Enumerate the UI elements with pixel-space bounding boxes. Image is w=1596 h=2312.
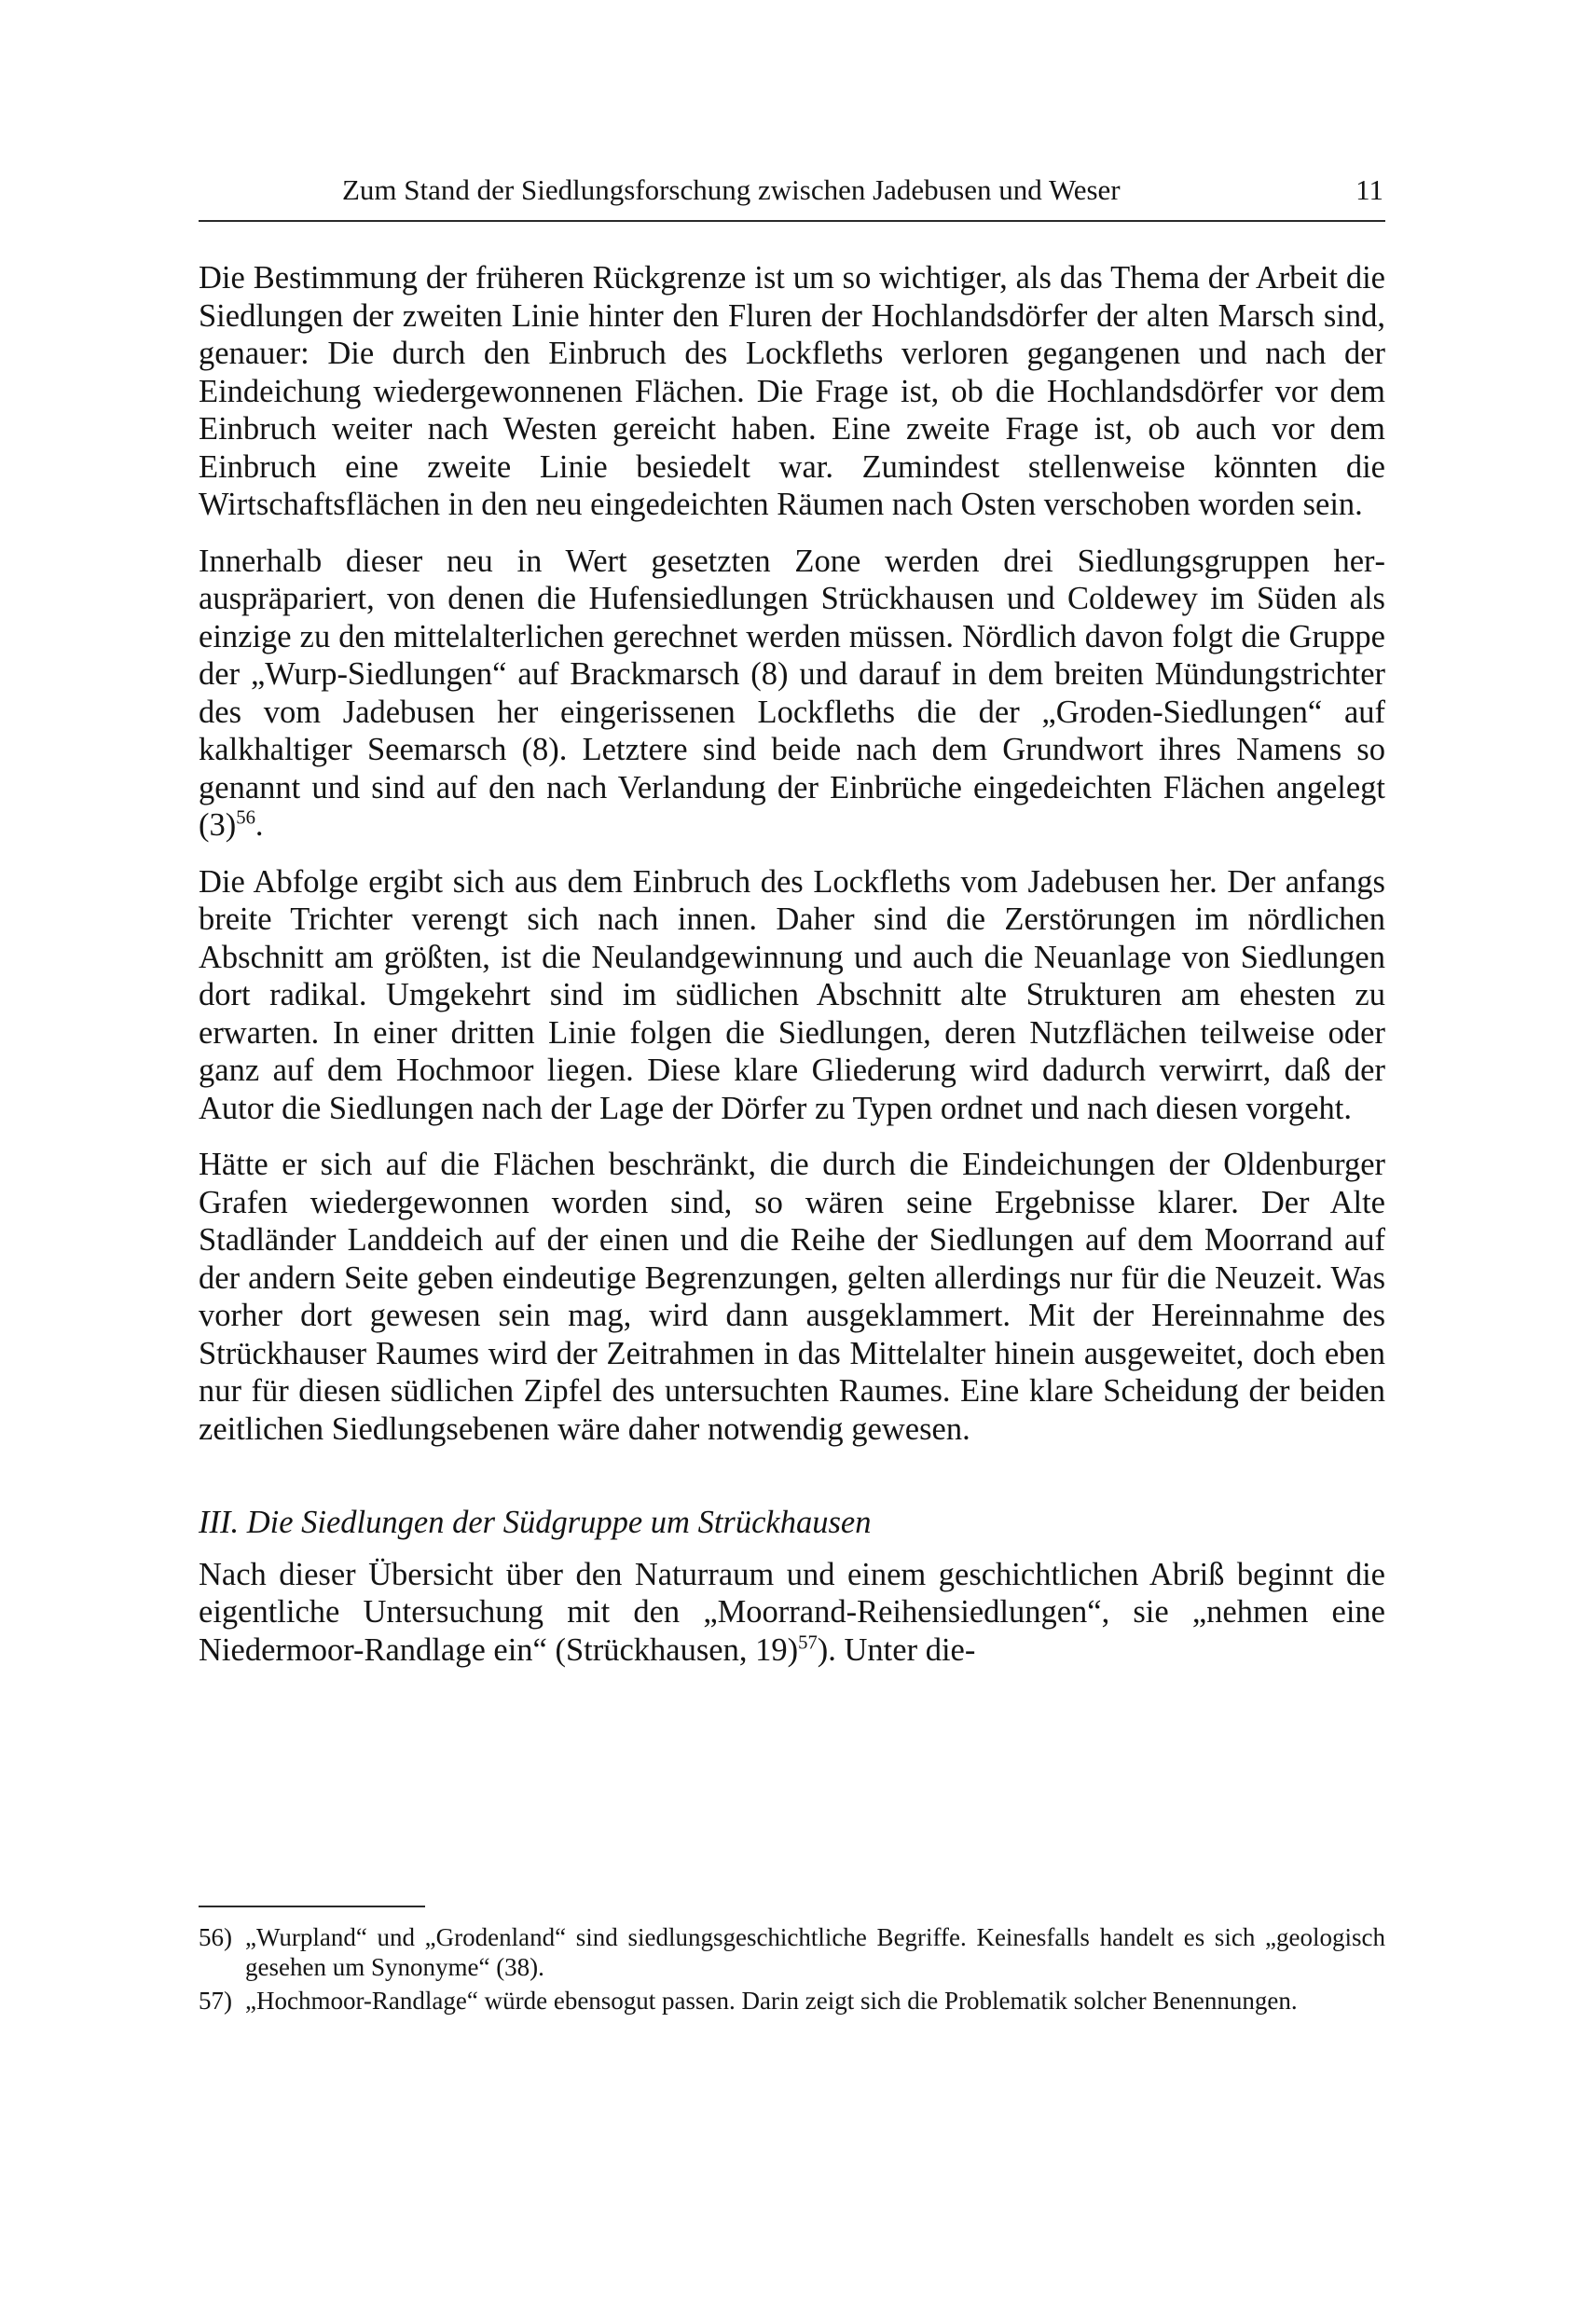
running-header [199,172,1385,222]
paragraph-end: . [255,807,264,843]
footnote-text: „Hochmoor-Randlage“ würde ebensogut passen. Darin zeigt sich die Problematik solcher Benennungen. [245,1987,1298,2015]
footnote-text: „Wurpland“ und „Grodenland“ sind siedlungsgeschichtliche Begriffe. Keinesfalls handelt es sich „geologisch gesehen um Synonyme“ (38). [245,1923,1385,1981]
paragraph-text: Innerhalb dieser neu in Wert gesetzten Zone werden drei Siedlungsgruppen herauspräpariert, von denen die Hufensiedlungen Strückhausen und Coldewey im Süden als einzige zu den mittelalterlichen gerechnet werden müssen. Nördlich davon folgt die Gruppe der „Wurp-Siedlungen“ auf Brackmarsch (8) und darauf in dem breiten Mündungstrichter des vom Jadebusen her eingerissenen Lockfleths die der „Groden-Siedlungen“ auf kalkhaltiger Seemarsch (8). Letztere sind beide nach dem Grundwort ihres Namens so genannt und sind auf den nach Verlandung der Einbrüche eingedeichten Flächen angelegt (3) [199,543,1385,843]
paragraph [199,543,1385,845]
paragraph: Die Abfolge ergibt sich aus dem Einbruch des Lockfleths vom Jadebusen her. Der anfangs breite Trichter verengt sich nach innen. Daher sind die Zerstörungen im nördlichen Abschnitt am größten, ist die Neulandgewinnung und auch die Neuanlage von Siedlungen dort radikal. Umgekehrt sind im südlichen Abschnitt alte Strukturen am ehesten zu erwarten. In einer dritten Linie folgen die Siedlungen, deren Nutzflächen teilweise oder ganz auf dem Hochmoor liegen. Diese klare Gliederung wird dadurch verwirrt, daß der Autor die Siedlungen nach der Lage der Dörfer zu Typen ordnet und nach diesen vorgeht. [199,863,1385,1126]
section-paragraph [199,1556,1385,1670]
paragraph: Die Bestimmung der früheren Rückgrenze ist um so wichtiger, als das Thema der Arbeit die Siedlungen der zweiten Linie hinter den Fluren der Hochlandsdörfer der alten Marsch sind, genauer: Die durch den Einbruch des Lockfleths verloren gegangenen und nach der Eindeichung wiedergewonnenen Flächen. Die Frage ist, ob die Hochlandsdörfer vor dem Einbruch weiter nach Westen gereicht haben. Eine zweite Frage ist, ob auch vor dem Einbruch eine zweite Linie besiedelt war. Zumindest stellenweise könnten die Wirtschaftsflächen in den neu eingedeichten Räumen nach Osten verschoben worden sein. [199,260,1385,522]
page-number: 11 [1355,173,1383,206]
footnote [199,1922,1385,1982]
paragraph-text: Nach dieser Übersicht über den Naturraum und einem geschichtlichen Abriß beginnt die eigentliche Untersuchung mit den „Moorrand-Reihensiedlungen“, sie „nehmen eine Niedermoor-Randlage ein“ (Strückhausen, 19) [199,1556,1385,1668]
running-title: Zum Stand der Siedlungsforschung zwischen Jadebusen und Weser [342,173,1121,206]
footnote-divider [199,1906,425,1907]
footnotes [199,1922,1385,2019]
footnote-reference: 57 [798,1632,818,1653]
footnote-reference: 56 [236,807,255,829]
footnote-number: 56) [199,1923,232,1951]
section-heading: III. Die Siedlungen der Südgruppe um Strückhausen [199,1505,872,1540]
main-text [199,259,1385,1687]
footnote [199,1986,1385,2016]
footnote-number: 57) [199,1987,232,2015]
paragraph: Hätte er sich auf die Flächen beschränkt, die durch die Eindeichungen der Oldenburger Grafen wiedergewonnen worden sind, so wären seine Ergebnisse klarer. Der Alte Stadländer Landdeich auf der einen und die Reihe der Siedlungen auf dem Moorrand auf der andern Seite geben eindeutige Begrenzungen, gelten allerdings nur für die Neuzeit. Was vorher dort gewesen sein mag, wird dann ausgeklammert. Mit der Hereinnahme des Strückhauser Raumes wird der Zeitrahmen in das Mittelalter hinein ausgeweitet, doch eben nur für diesen südlichen Zipfel des untersuchten Raumes. Eine klare Scheidung der beiden zeitlichen Siedlungsebenen wäre daher notwendig gewesen. [199,1147,1385,1447]
paragraph-end: ). Unter die- [817,1631,976,1668]
